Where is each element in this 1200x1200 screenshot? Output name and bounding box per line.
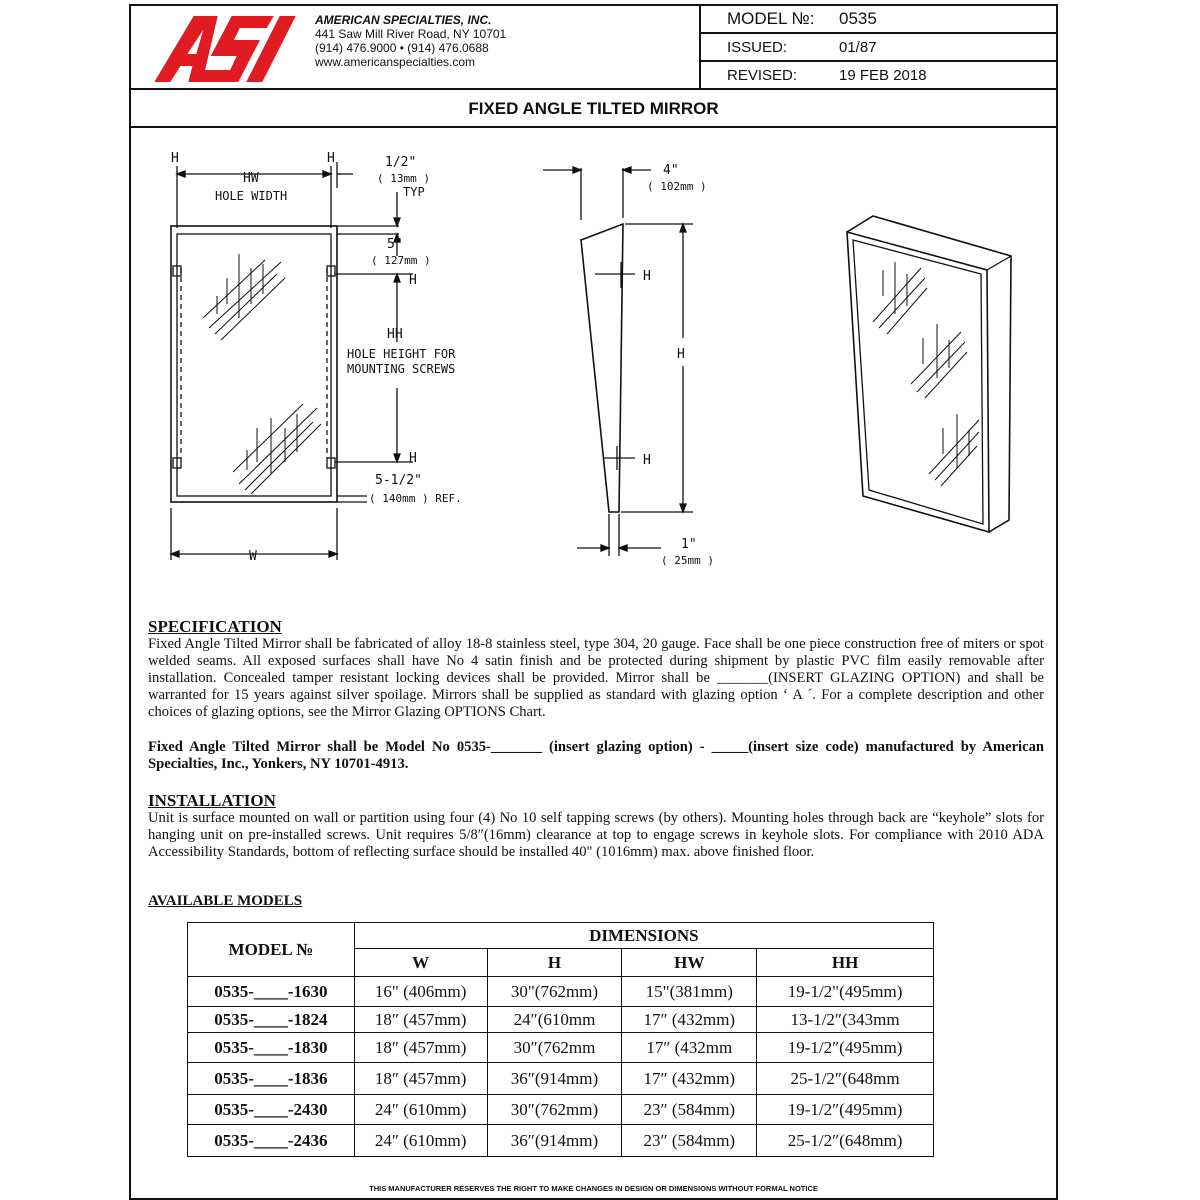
label-half-inch-mm: ( 13mm ) [377, 172, 430, 185]
installation-body: Unit is surface mounted on wall or partition using four (4) No 10 self tapping screws (by others). Mounting holes through back are “keyhole” slots for hanging unit on pre-installed screws. Unit requires 5/8″(16mm) clearance at top to engage screws in keyhole slots. For compliance with 2010 ADA Accessibility Standards, bottom of reflecting surface should be installed 40" (1016mm) max. above finished floor. [148, 810, 1044, 860]
revised-label: REVISED: [727, 67, 798, 84]
cell-w: 18″ (457mm) [354, 1007, 487, 1033]
table-row [188, 1033, 934, 1063]
column-header-hw: HW [622, 949, 757, 977]
cell-hw: 15"(381mm) [622, 977, 757, 1007]
cell-hh: 19-1/2″(495mm) [757, 1095, 934, 1125]
model-column-header: MODEL № [188, 923, 355, 977]
label-h-bottom: H [409, 451, 417, 466]
cell-hw: 23″ (584mm) [622, 1095, 757, 1125]
label-one-in-mm: ( 25mm ) [661, 554, 714, 567]
label-five-half-mm: ( 140mm ) REF. [369, 492, 462, 505]
label-side-h-upper: H [643, 269, 651, 284]
cell-hh: 19-1/2"(495mm) [757, 977, 934, 1007]
available-models-heading: AVAILABLE MODELS [148, 893, 303, 909]
table-row [188, 977, 934, 1007]
models-table [187, 922, 934, 1157]
label-hole-width: HOLE WIDTH [215, 189, 288, 203]
revised-row [701, 62, 1058, 90]
revised-value: 19 FEB 2018 [839, 67, 927, 84]
column-header-w: W [354, 949, 487, 977]
company-info [315, 13, 506, 69]
spec-sheet [129, 4, 1058, 1200]
issued-row [701, 34, 1058, 62]
cell-model: 0535-____-1630 [188, 977, 355, 1007]
cell-model: 0535-____-1830 [188, 1033, 355, 1063]
label-hole-height-2: MOUNTING SCREWS [347, 362, 456, 376]
label-w: W [249, 549, 257, 564]
label-side-h-lower: H [643, 453, 651, 468]
footer-notice: THIS MANUFACTURER RESERVES THE RIGHT TO MAKE CHANGES IN DESIGN OR DIMENSIONS WITHOUT FORMAL NOTICE [369, 1184, 818, 1193]
issued-label: ISSUED: [727, 39, 788, 56]
model-row [701, 6, 1058, 34]
cell-hw: 17″ (432mm [622, 1033, 757, 1063]
cell-hw: 17″ (432mm) [622, 1007, 757, 1033]
cell-model: 0535-____-2436 [188, 1125, 355, 1157]
company-phone: (914) 476.9000 • (914) 476.0688 [315, 41, 489, 55]
cell-w: 24″ (610mm) [354, 1095, 487, 1125]
company-address: 441 Saw Mill River Road, NY 10701 [315, 27, 507, 41]
cell-h: 30"(762mm) [487, 977, 622, 1007]
cell-model: 0535-____-1836 [188, 1063, 355, 1095]
label-h-top: H [409, 273, 417, 288]
column-header-hh: HH [757, 949, 934, 977]
page-title: FIXED ANGLE TILTED MIRROR [468, 99, 719, 118]
header [131, 6, 1056, 90]
issued-value: 01/87 [839, 39, 877, 56]
cell-hw: 17″ (432mm) [622, 1063, 757, 1095]
cell-h: 24″(610mm [487, 1007, 622, 1033]
model-label: MODEL №: [727, 9, 815, 28]
label-four-in: 4" [663, 163, 679, 178]
dimensions-header: DIMENSIONS [354, 923, 933, 949]
text-content [148, 617, 1044, 910]
meta-table [699, 6, 1056, 90]
title-band [131, 90, 1056, 128]
isometric-view [847, 216, 1011, 532]
table-row [188, 1125, 934, 1157]
cell-h: 30″(762mm [487, 1033, 622, 1063]
company-name: AMERICAN SPECIALTIES, INC. [315, 13, 492, 27]
cell-h: 36″(914mm) [487, 1125, 622, 1157]
table-row [188, 1007, 934, 1033]
cell-w: 16" (406mm) [354, 977, 487, 1007]
cell-w: 24″ (610mm) [354, 1125, 487, 1157]
label-one-in: 1" [681, 537, 697, 552]
label-five-half: 5-1/2" [375, 473, 422, 488]
label-hw: HW [243, 171, 259, 186]
cell-w: 18″ (457mm) [354, 1063, 487, 1095]
label-h-left: H [171, 151, 179, 166]
company-website[interactable]: www.americanspecialties.com [315, 55, 476, 69]
cell-hh: 13-1/2″(343mm [757, 1007, 934, 1033]
cell-model: 0535-____-1824 [188, 1007, 355, 1033]
installation-heading: INSTALLATION [148, 791, 276, 810]
cell-hh: 19-1/2″(495mm) [757, 1033, 934, 1063]
label-side-h-mid: H [677, 347, 685, 362]
specification-heading: SPECIFICATION [148, 617, 282, 636]
table-row [188, 1095, 934, 1125]
cell-hh: 25-1/2″(648mm [757, 1063, 934, 1095]
label-h-right: H [327, 151, 335, 166]
table-row [188, 1063, 934, 1095]
label-hh: HH [387, 327, 403, 342]
model-statement: Fixed Angle Tilted Mirror shall be Model No 0535-_______ (insert glazing option) - _____(insert size code) manufactured by American Specialties, Inc., Yonkers, NY 10701-4913. [148, 739, 1044, 772]
technical-drawing [131, 128, 1056, 598]
asi-logo [151, 12, 301, 84]
model-value: 0535 [839, 9, 877, 28]
label-typ: TYP [403, 185, 425, 199]
label-five-in: 5" [387, 237, 403, 252]
column-header-h: H [487, 949, 622, 977]
side-view [543, 167, 693, 556]
label-hole-height-1: HOLE HEIGHT FOR [347, 347, 456, 361]
label-four-in-mm: ( 102mm ) [647, 180, 707, 193]
cell-hw: 23″ (584mm) [622, 1125, 757, 1157]
cell-h: 36″(914mm) [487, 1063, 622, 1095]
label-half-inch: 1/2" [385, 155, 417, 170]
label-five-in-mm: ( 127mm ) [371, 254, 431, 267]
cell-h: 30″(762mm) [487, 1095, 622, 1125]
cell-hh: 25-1/2″(648mm) [757, 1125, 934, 1157]
cell-w: 18″ (457mm) [354, 1033, 487, 1063]
cell-model: 0535-____-2430 [188, 1095, 355, 1125]
specification-body: Fixed Angle Tilted Mirror shall be fabricated of alloy 18-8 stainless steel, type 304, 20 gauge. Face shall be one piece construction free of miters or spot welded seams. All exposed surfaces shall have No 4 satin finish and be protected during shipment by plastic PVC film easily removable after installation. Concealed tamper resistant locking devices shall be provided. Mirror shall be _______(INSERT GLAZING OPTION) and shall be warranted for 15 years against silver spoilage. Mirrors shall be supplied as standard with glazing option ‘ A ´. For a complete description and other choices of glazing options, see the Mirror Glazing OPTIONS Chart. [148, 636, 1044, 720]
